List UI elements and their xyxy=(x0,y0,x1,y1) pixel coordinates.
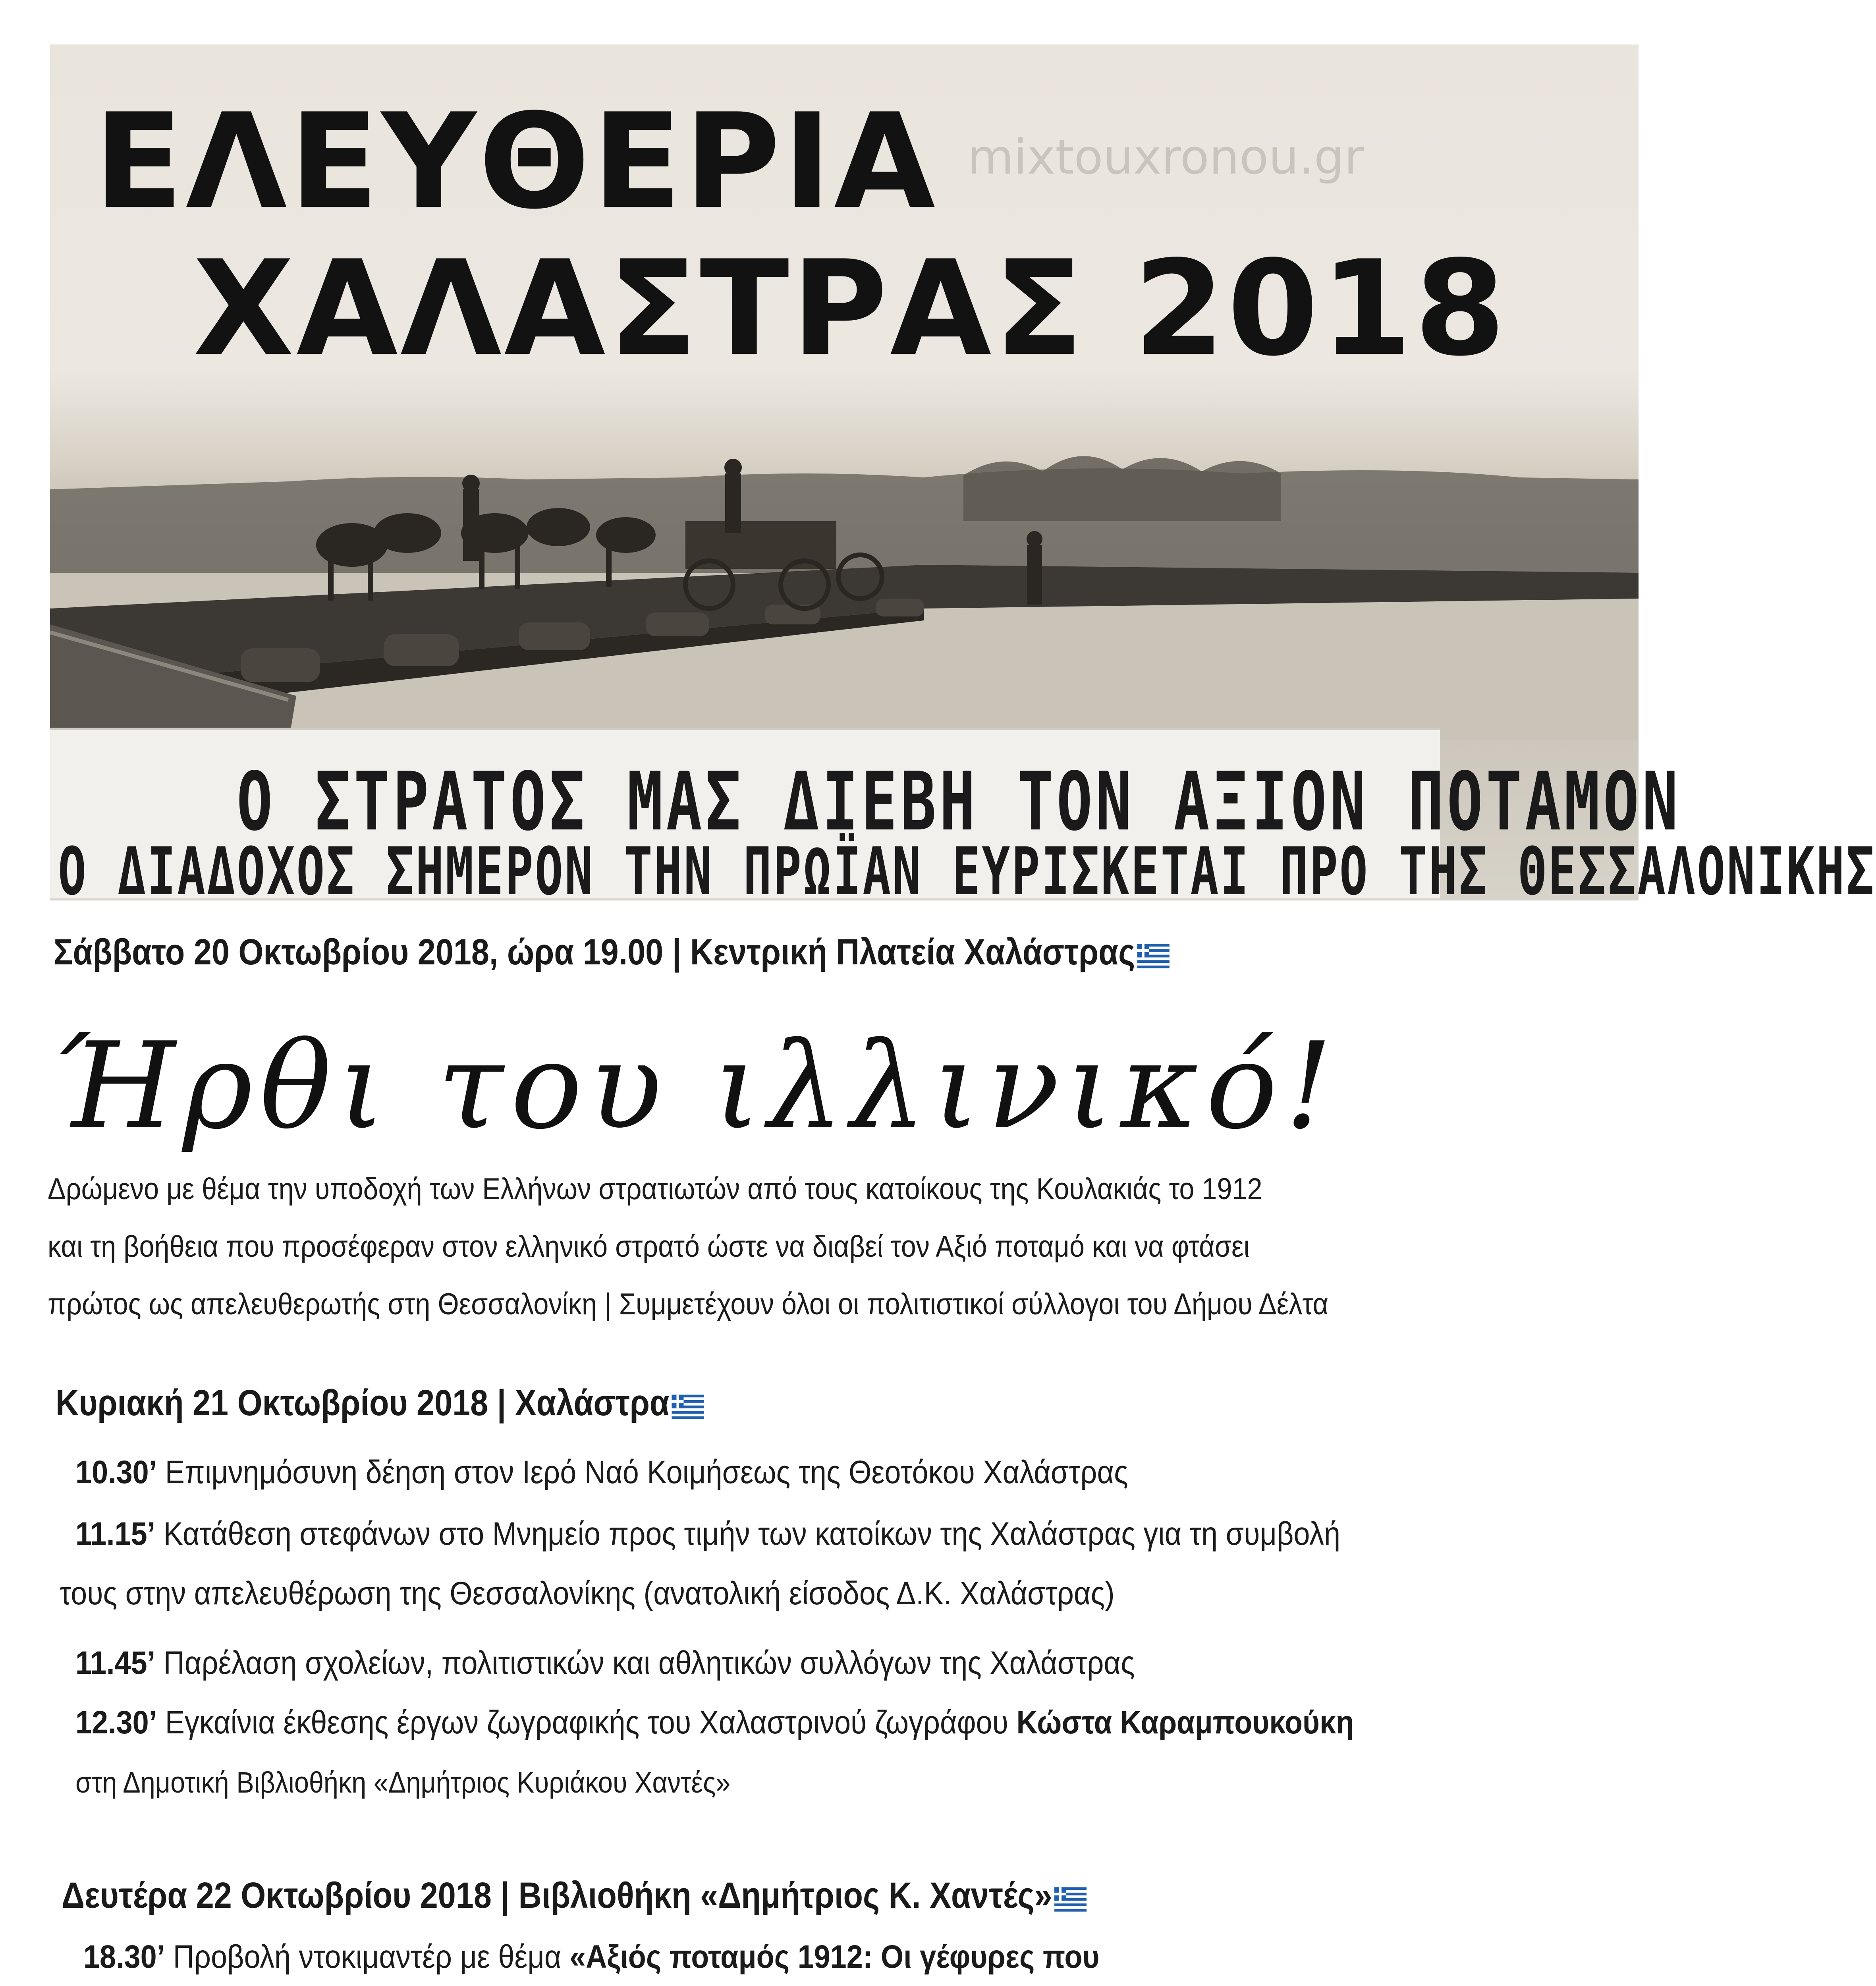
sunday-item-2 xyxy=(75,1515,1340,1553)
item-text: Εγκαίνια έκθεσης έργων ζωγραφικής του Χαλαστρινού ζωγράφου xyxy=(157,1704,1017,1741)
newspaper-headline-2: Ο ΔΙΑΔΟΧΟΣ ΣΗΜΕΡΟΝ ΤΗΝ ΠΡΩΪΑΝ ΕΥΡΙΣΚΕΤΑΙ ΠΡΟ ΤΗΣ ΘΕΣΣΑΛΟΝΙΚΗΣ xyxy=(58,833,1876,910)
painter-name: Κώστα Καραμπουκούκη xyxy=(1016,1704,1354,1741)
item-text: τους στην απελευθέρωση της Θεσσαλονίκης (ανατολική είσοδος Δ.Κ. Χαλάστρας) xyxy=(60,1575,1115,1611)
monday-item-1 xyxy=(83,1938,1099,1976)
hero-photo xyxy=(50,44,1876,910)
item-time: 11.45’ xyxy=(75,1645,156,1681)
sunday-item-4 xyxy=(75,1704,1354,1741)
event-title: Ήρθι του ιλλινικό! xyxy=(52,1017,1340,1155)
item-time: 10.30’ xyxy=(75,1454,157,1490)
title-line-2: ΧΑΛΑΣΤΡΑΣ 2018 xyxy=(193,232,1508,385)
saturday-date-text: Σάββατο 20 Οκτωβρίου 2018, ώρα 19.00 | Κεντρική Πλατεία Χαλάστρας xyxy=(54,932,1135,972)
item-time: 18.30’ xyxy=(83,1939,165,1975)
watermark: mixtouxronou.gr xyxy=(967,130,1364,185)
saturday-desc-3: πρώτος ως απελευθερωτής στη Θεσσαλονίκη | Συμμετέχουν όλοι οι πολιτιστικοί σύλλογοι του Δήμου Δέλτα xyxy=(48,1287,1328,1321)
item-text: Κατάθεση στεφάνων στο Μνημείο προς τιμήν των κατοίκων της Χαλάστρας για τη συμβολή xyxy=(155,1516,1341,1552)
sunday-date-line xyxy=(56,1382,704,1424)
sunday-item-2-cont xyxy=(60,1575,1115,1612)
title-line-1: ΕΛΕΥΘΕΡΙΑ xyxy=(94,85,938,238)
item-time: 12.30’ xyxy=(75,1704,157,1741)
saturday-desc-2: και τη βοήθεια που προσέφεραν στον ελληνικό στρατό ώστε να διαβεί τον Αξιό ποταμό και να φτάσει xyxy=(48,1230,1250,1263)
item-text: Προβολή ντοκιμαντέρ με θέμα xyxy=(165,1939,570,1975)
documentary-title-1: «Αξιός ποταμός 1912: Οι γέφυρες που xyxy=(569,1939,1100,1975)
sunday-item-4-cont xyxy=(75,1766,730,1799)
greek-flag-icon xyxy=(1137,935,1169,960)
saturday-date-line xyxy=(54,931,1169,973)
monday-date-line xyxy=(62,1875,1087,1916)
sunday-date-text: Κυριακή 21 Οκτωβρίου 2018 | Χαλάστρα xyxy=(56,1383,670,1423)
item-text: στη Δημοτική Βιβλιοθήκη «Δημήτριος Κυριάκου Χαντές» xyxy=(75,1766,731,1799)
item-text: Επιμνημόσυνη δέηση στον Ιερό Ναό Κοιμήσεως της Θεοτόκου Χαλάστρας xyxy=(157,1454,1128,1490)
newspaper-headline-1: Ο ΣΤΡΑΤΟΣ ΜΑΣ ΔΙΕΒΗ ΤΟΝ ΑΞΙΟΝ ΠΟΤΑΜΟΝ xyxy=(237,755,1681,849)
monday-date-text: Δευτέρα 22 Οκτωβρίου 2018 | Βιβλιοθήκη «Δημήτριος Κ. Χαντές» xyxy=(62,1875,1052,1916)
sunday-item-1 xyxy=(75,1454,1128,1491)
greek-flag-icon xyxy=(1054,1879,1087,1903)
sunday-item-3 xyxy=(75,1644,1135,1682)
item-time: 11.15’ xyxy=(75,1516,156,1552)
saturday-desc-1: Δρώμενο με θέμα την υποδοχή των Ελλήνων στρατιωτών από τους κατοίκους της Κουλακιάς το 1912 xyxy=(48,1172,1262,1206)
item-text: Παρέλαση σχολείων, πολιτιστικών και αθλητικών συλλόγων της Χαλάστρας xyxy=(155,1645,1135,1681)
greek-flag-icon xyxy=(672,1386,704,1411)
